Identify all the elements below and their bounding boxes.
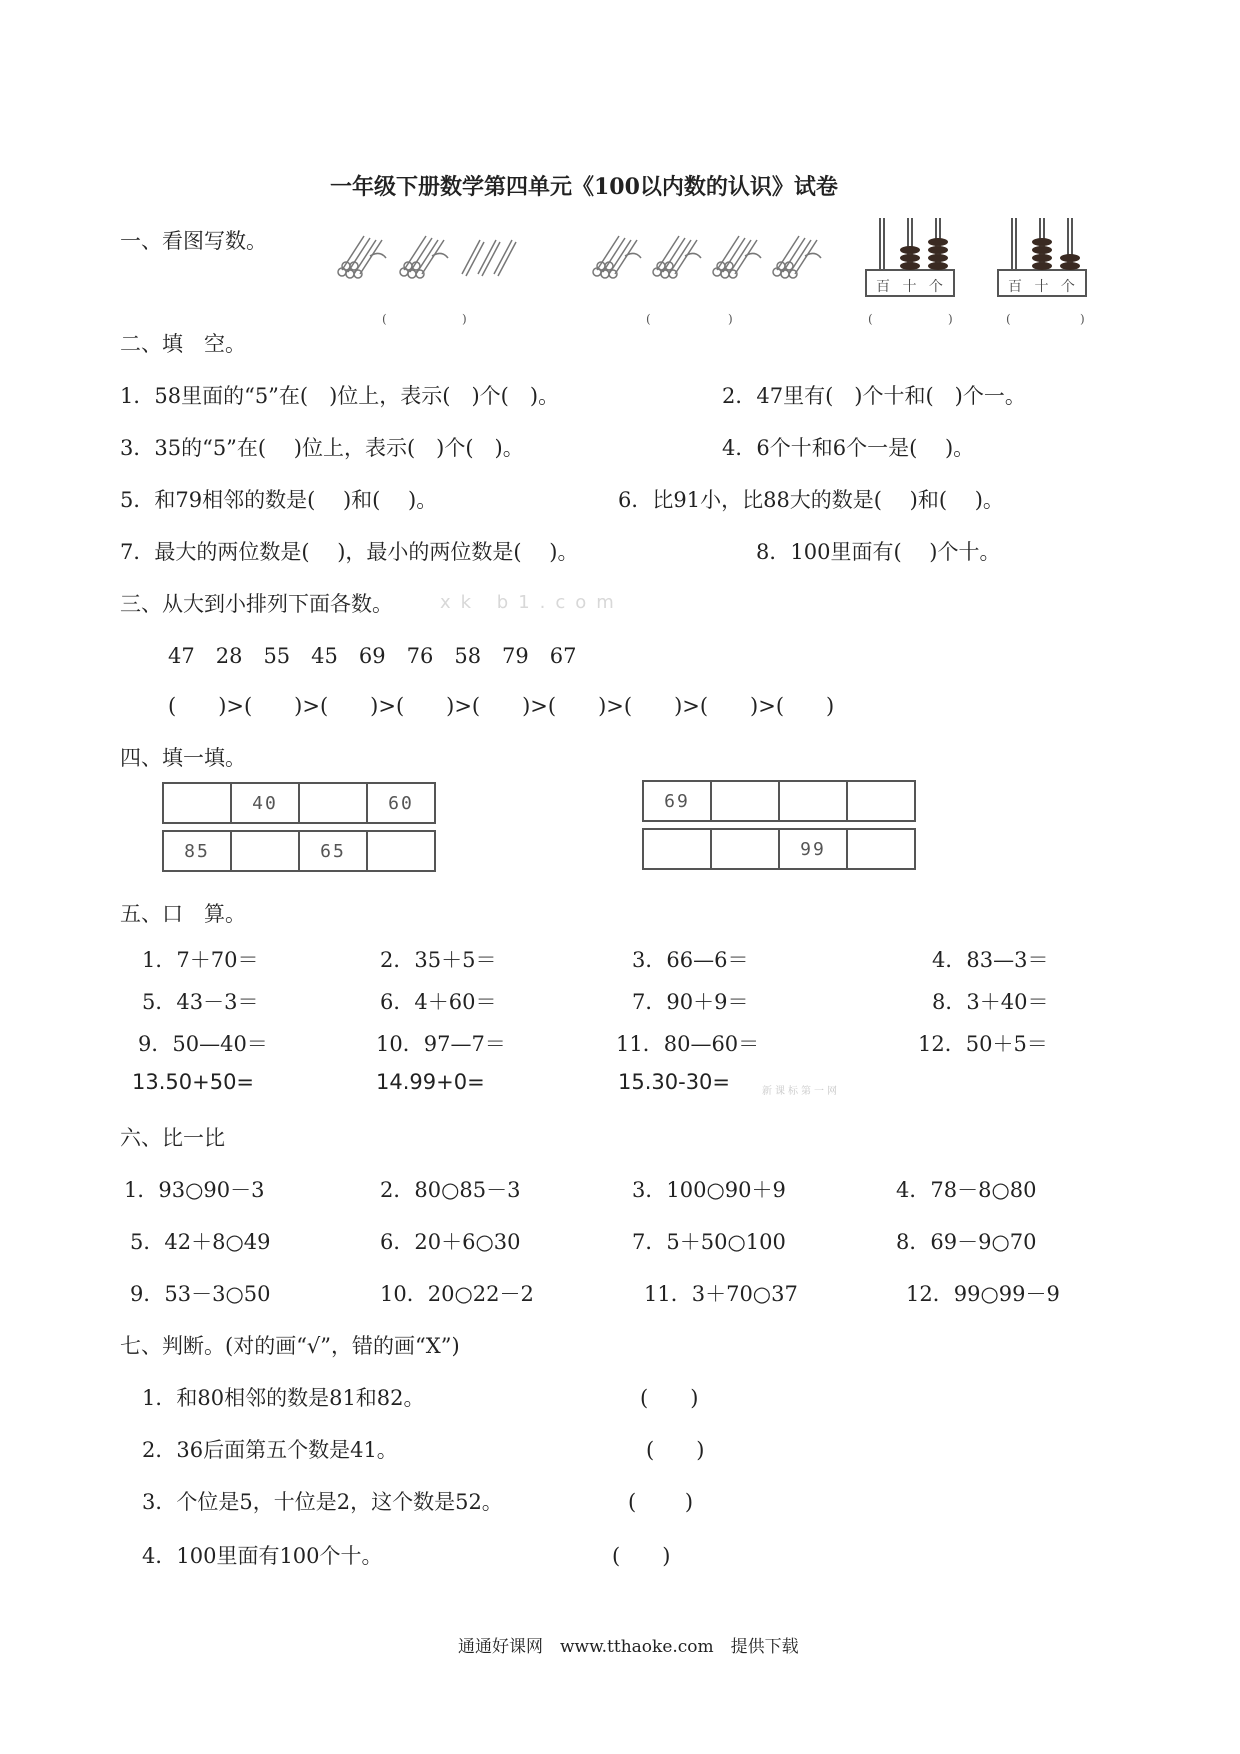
mental-math-9: 9．50—40＝	[138, 1032, 268, 1056]
section5-heading: 五、口 算。	[120, 902, 246, 926]
fill-question-1: 1．58里面的“5”在( )位上，表示( )个( )。	[120, 384, 560, 408]
fill-question-6: 6．比91小，比88大的数是( )和( )。	[618, 488, 1004, 512]
answer-blank-2-close[interactable]: )	[728, 312, 733, 326]
grid-cell[interactable]	[711, 829, 779, 869]
number-grid-a-row1	[162, 782, 436, 824]
watermark-text: xk b1.com	[440, 592, 624, 613]
grid-cell: 65	[299, 831, 367, 871]
compare-12: 12．99○99－9	[906, 1282, 1060, 1306]
mental-math-3: 3．66—6＝	[632, 948, 749, 972]
footer-credit: 通通好课网 www.tthaoke.com 提供下载	[458, 1637, 799, 1657]
judge-question-4: 4．100里面有100个十。	[142, 1544, 383, 1568]
grid-cell[interactable]	[847, 829, 915, 869]
judge-answer-4[interactable]: ( )	[612, 1544, 671, 1568]
answer-blank-3-open[interactable]: (	[868, 312, 873, 326]
answer-blank-1-open[interactable]: (	[382, 312, 387, 326]
abacus1-label-tens: 十	[902, 279, 921, 295]
compare-7: 7．5＋50○100	[632, 1230, 786, 1254]
grid-cell[interactable]	[231, 831, 299, 871]
fill-question-2: 2．47里有( )个十和( )个一。	[722, 384, 1026, 408]
section4-heading: 四、填一填。	[120, 746, 246, 770]
abacus1-label-ones: 个	[928, 279, 947, 295]
sort-answer-blanks[interactable]: ( )>( )>( )>( )>( )>( )>( )>( )>( )	[168, 694, 835, 718]
judge-answer-2[interactable]: ( )	[646, 1438, 705, 1462]
section6-heading: 六、比一比	[120, 1126, 225, 1150]
grid-cell[interactable]	[299, 783, 367, 823]
abacus2-label-ones: 个	[1060, 279, 1079, 295]
compare-4: 4．78－8○80	[896, 1178, 1037, 1202]
judge-question-1: 1．和80相邻的数是81和82。	[142, 1386, 425, 1410]
grid-cell: 99	[779, 829, 847, 869]
section7-heading: 七、判断。(对的画“√”，错的画“X”)	[120, 1334, 460, 1358]
mental-math-11: 11．80—60＝	[616, 1032, 760, 1056]
section2-heading: 二、填 空。	[120, 332, 246, 356]
fill-question-5: 5．和79相邻的数是( )和( )。	[120, 488, 438, 512]
abacus2-label-tens: 十	[1034, 279, 1053, 295]
judge-question-3: 3．个位是5，十位是2，这个数是52。	[142, 1490, 503, 1514]
fill-question-4: 4．6个十和6个一是( )。	[722, 436, 975, 460]
section3-heading: 三、从大到小排列下面各数。	[120, 592, 393, 616]
answer-blank-1-close[interactable]: )	[462, 312, 467, 326]
number-grid-b-row1	[642, 780, 916, 822]
judge-question-2: 2．36后面第五个数是41。	[142, 1438, 398, 1462]
number-grid-b-row2	[642, 828, 916, 870]
mental-math-10: 10．97—7＝	[376, 1032, 506, 1056]
grid-cell[interactable]	[163, 783, 231, 823]
grid-cell[interactable]	[779, 781, 847, 821]
grid-cell: 85	[163, 831, 231, 871]
compare-2: 2．80○85－3	[380, 1178, 521, 1202]
answer-blank-2-open[interactable]: (	[646, 312, 651, 326]
grid-cell: 69	[643, 781, 711, 821]
mental-math-15: 15.30-30=	[618, 1070, 731, 1094]
compare-6: 6．20＋6○30	[380, 1230, 521, 1254]
answer-blank-4-close[interactable]: )	[1080, 312, 1085, 326]
compare-11: 11．3＋70○37	[644, 1282, 798, 1306]
page-title: 一年级下册数学第四单元《100以内数的认识》试卷	[330, 174, 838, 200]
fill-question-3: 3．35的“5”在( )位上，表示( )个( )。	[120, 436, 524, 460]
mental-math-13: 13.50+50=	[132, 1070, 255, 1094]
grid-cell: 60	[367, 783, 435, 823]
mental-math-2: 2．35＋5＝	[380, 948, 497, 972]
compare-9: 9．53－3○50	[130, 1282, 271, 1306]
fill-question-8: 8．100里面有( )个十。	[756, 540, 1001, 564]
numbers-to-sort: 47 28 55 45 69 76 58 79 67	[168, 644, 577, 668]
compare-3: 3．100○90＋9	[632, 1178, 786, 1202]
abacus1-label-hundreds: 百	[876, 279, 894, 295]
judge-answer-3[interactable]: ( )	[628, 1490, 694, 1514]
section1-heading: 一、看图写数。	[120, 229, 267, 253]
bundle-picture-2	[585, 232, 835, 284]
mental-math-4: 4．83—3＝	[932, 948, 1049, 972]
compare-8: 8．69－9○70	[896, 1230, 1037, 1254]
mental-math-1: 1．7＋70＝	[142, 948, 259, 972]
abacus2-label-hundreds: 百	[1008, 279, 1026, 295]
bundle-picture-1	[330, 232, 530, 284]
grid-cell: 40	[231, 783, 299, 823]
mental-math-5: 5．43－3＝	[142, 990, 259, 1014]
mental-math-12: 12．50＋5＝	[918, 1032, 1048, 1056]
answer-blank-3-close[interactable]: )	[948, 312, 953, 326]
mental-math-8: 8．3＋40＝	[932, 990, 1049, 1014]
fill-question-7: 7．最大的两位数是( )，最小的两位数是( )。	[120, 540, 579, 564]
compare-1: 1．93○90－3	[124, 1178, 265, 1202]
number-grid-a-row2	[162, 830, 436, 872]
grid-cell[interactable]	[643, 829, 711, 869]
mental-math-7: 7．90＋9＝	[632, 990, 749, 1014]
grid-cell[interactable]	[367, 831, 435, 871]
compare-5: 5．42＋8○49	[130, 1230, 271, 1254]
mental-math-6: 6．4＋60＝	[380, 990, 497, 1014]
grid-cell[interactable]	[847, 781, 915, 821]
compare-10: 10．20○22－2	[380, 1282, 534, 1306]
grid-cell[interactable]	[711, 781, 779, 821]
answer-blank-4-open[interactable]: (	[1006, 312, 1011, 326]
mental-math-14: 14.99+0=	[376, 1070, 485, 1094]
watermark-small: 新课标第一网	[762, 1086, 840, 1097]
judge-answer-1[interactable]: ( )	[640, 1386, 699, 1410]
